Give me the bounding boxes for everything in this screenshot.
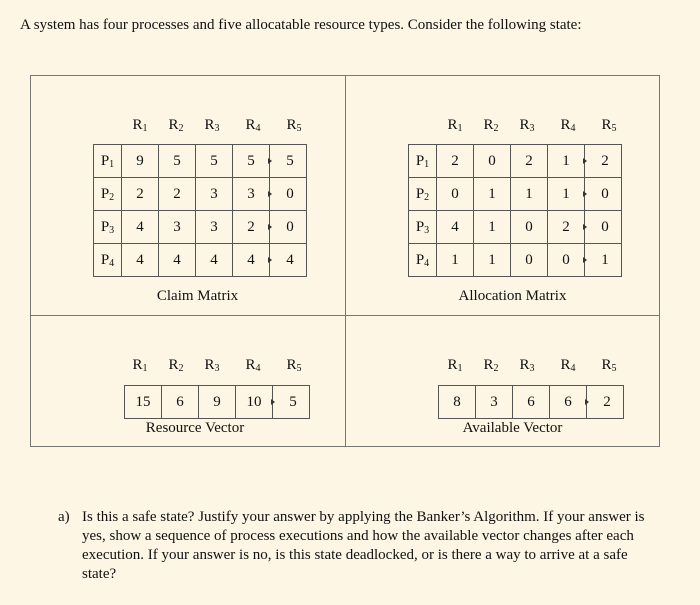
claim-process-p4-letter: P bbox=[100, 251, 110, 268]
resource-vector-cell bbox=[199, 386, 236, 419]
allocation-cell bbox=[548, 145, 585, 178]
claim-cell bbox=[196, 178, 233, 211]
claim-value: 5 bbox=[247, 152, 255, 169]
resource-vector-header-r4-subscript: 4 bbox=[255, 363, 261, 374]
available-vector-header-r4-letter: R bbox=[560, 357, 571, 373]
claim-header-r1 bbox=[125, 117, 155, 134]
allocation-value: 1 bbox=[601, 251, 609, 268]
allocation-process-p1-subscript: 1 bbox=[424, 158, 430, 170]
claim-value: 5 bbox=[210, 152, 218, 169]
claim-row-p2 bbox=[94, 178, 307, 211]
cell-marker-icon bbox=[583, 257, 587, 263]
question-label: a) bbox=[58, 509, 70, 525]
allocation-process-label-p2 bbox=[409, 178, 437, 211]
figure-vertical-divider bbox=[345, 75, 346, 447]
resource-vector-row bbox=[125, 386, 310, 419]
resource-vector-cell bbox=[162, 386, 199, 419]
allocation-row-p2 bbox=[409, 178, 622, 211]
allocation-process-p4-subscript: 4 bbox=[424, 257, 430, 269]
allocation-header-r1-subscript: 1 bbox=[457, 123, 463, 134]
cell-marker-icon bbox=[583, 191, 587, 197]
claim-process-p1-letter: P bbox=[100, 152, 110, 169]
cell-marker-icon bbox=[585, 399, 589, 405]
resource-vector-header-r5 bbox=[279, 357, 309, 374]
available-vector-header-r5-subscript: 5 bbox=[611, 363, 617, 374]
claim-header-r5 bbox=[279, 117, 309, 134]
allocation-cell bbox=[437, 145, 474, 178]
allocation-cell bbox=[474, 244, 511, 277]
allocation-cell bbox=[511, 211, 548, 244]
claim-process-p3-letter: P bbox=[100, 218, 110, 235]
available-vector-header-r5 bbox=[594, 357, 624, 374]
resource-vector-cell bbox=[125, 386, 162, 419]
allocation-process-label-p4 bbox=[409, 244, 437, 277]
allocation-cell bbox=[511, 145, 548, 178]
resource-vector-header-r3-letter: R bbox=[204, 357, 215, 373]
resource-vector-header-r3-subscript: 3 bbox=[214, 363, 220, 374]
allocation-value: 0 bbox=[525, 218, 533, 235]
available-vector-header-r3 bbox=[512, 357, 542, 374]
claim-cell bbox=[233, 178, 270, 211]
claim-process-label-p4 bbox=[94, 244, 122, 277]
claim-row-p3 bbox=[94, 211, 307, 244]
available-vector-header-r4-subscript: 4 bbox=[570, 363, 576, 374]
allocation-value: 2 bbox=[525, 152, 533, 169]
cell-marker-icon bbox=[271, 399, 275, 405]
claim-process-p4-subscript: 4 bbox=[109, 257, 115, 269]
allocation-matrix-caption: Allocation Matrix bbox=[458, 288, 567, 304]
resource-vector-header-r5-letter: R bbox=[286, 357, 297, 373]
available-vector-header-r1-letter: R bbox=[447, 357, 458, 373]
claim-matrix-caption: Claim Matrix bbox=[156, 288, 239, 304]
allocation-value: 0 bbox=[601, 218, 609, 235]
resource-vector-value: 10 bbox=[246, 393, 262, 410]
resource-vector-header-r2-letter: R bbox=[168, 357, 179, 373]
allocation-header-r4-subscript: 4 bbox=[570, 123, 576, 134]
resource-vector-caption: Resource Vector bbox=[145, 420, 245, 436]
allocation-header-r1-letter: R bbox=[447, 117, 458, 133]
resource-vector-value: 9 bbox=[213, 393, 221, 410]
allocation-cell bbox=[548, 178, 585, 211]
claim-value: 2 bbox=[173, 185, 181, 202]
claim-cell bbox=[233, 211, 270, 244]
claim-header-r1-letter: R bbox=[132, 117, 143, 133]
allocation-row-p1 bbox=[409, 145, 622, 178]
claim-process-p1-subscript: 1 bbox=[109, 158, 115, 170]
available-vector-header-r4 bbox=[553, 357, 583, 374]
allocation-header-r4 bbox=[553, 117, 583, 134]
allocation-cell bbox=[474, 178, 511, 211]
claim-header-r4 bbox=[238, 117, 268, 134]
claim-process-label-p3 bbox=[94, 211, 122, 244]
claim-header-r5-letter: R bbox=[286, 117, 297, 133]
cell-marker-icon bbox=[268, 257, 272, 263]
claim-header-r2-letter: R bbox=[168, 117, 179, 133]
allocation-cell bbox=[474, 211, 511, 244]
allocation-value: 0 bbox=[451, 185, 459, 202]
cell-marker-icon bbox=[268, 224, 272, 230]
claim-cell bbox=[196, 145, 233, 178]
cell-marker-icon bbox=[268, 191, 272, 197]
available-vector-caption: Available Vector bbox=[462, 420, 563, 436]
available-vector-value: 6 bbox=[527, 393, 535, 410]
claim-process-p2-subscript: 2 bbox=[109, 191, 115, 203]
allocation-process-label-p3 bbox=[409, 211, 437, 244]
claim-row-p1 bbox=[94, 145, 307, 178]
allocation-value: 1 bbox=[488, 251, 496, 268]
allocation-value: 1 bbox=[562, 185, 570, 202]
claim-process-label-p1 bbox=[94, 145, 122, 178]
allocation-value: 1 bbox=[525, 185, 533, 202]
available-vector-cell bbox=[513, 386, 550, 419]
allocation-value: 1 bbox=[488, 218, 496, 235]
allocation-cell bbox=[437, 211, 474, 244]
allocation-header-r2-letter: R bbox=[483, 117, 494, 133]
claim-value: 9 bbox=[136, 152, 144, 169]
allocation-cell bbox=[585, 244, 622, 277]
resource-vector-cell bbox=[236, 386, 273, 419]
allocation-value: 0 bbox=[562, 251, 570, 268]
resource-vector-header-r4-letter: R bbox=[245, 357, 256, 373]
claim-value: 4 bbox=[210, 251, 218, 268]
claim-value: 4 bbox=[136, 218, 144, 235]
claim-header-r3 bbox=[197, 117, 227, 134]
resource-vector-value: 5 bbox=[289, 393, 297, 410]
resource-vector-header-r2 bbox=[161, 357, 191, 374]
claim-header-r3-letter: R bbox=[204, 117, 215, 133]
claim-cell bbox=[122, 211, 159, 244]
allocation-cell bbox=[548, 211, 585, 244]
allocation-cell bbox=[548, 244, 585, 277]
allocation-header-r1 bbox=[440, 117, 470, 134]
resource-vector-value: 15 bbox=[135, 393, 151, 410]
resource-vector-value: 6 bbox=[176, 393, 184, 410]
available-vector-value: 3 bbox=[490, 393, 498, 410]
allocation-value: 0 bbox=[525, 251, 533, 268]
claim-value: 3 bbox=[247, 185, 255, 202]
allocation-matrix-table bbox=[408, 144, 622, 277]
claim-header-r5-subscript: 5 bbox=[296, 123, 302, 134]
claim-cell bbox=[122, 244, 159, 277]
available-vector-header-r2-letter: R bbox=[483, 357, 494, 373]
available-vector-header-r2 bbox=[476, 357, 506, 374]
allocation-header-r3-subscript: 3 bbox=[529, 123, 535, 134]
claim-header-r2 bbox=[161, 117, 191, 134]
available-vector-table bbox=[438, 385, 624, 419]
allocation-process-p3-subscript: 3 bbox=[424, 224, 430, 236]
available-vector-cell bbox=[550, 386, 587, 419]
available-vector-header-r2-subscript: 2 bbox=[493, 363, 499, 374]
claim-cell bbox=[270, 211, 307, 244]
claim-value: 3 bbox=[210, 185, 218, 202]
claim-cell bbox=[122, 178, 159, 211]
allocation-process-p2-subscript: 2 bbox=[424, 191, 430, 203]
allocation-process-label-p1 bbox=[409, 145, 437, 178]
allocation-process-p3-letter: P bbox=[415, 218, 425, 235]
available-vector-header-r3-letter: R bbox=[519, 357, 530, 373]
available-vector-header-r1 bbox=[440, 357, 470, 374]
claim-header-r3-subscript: 3 bbox=[214, 123, 220, 134]
allocation-cell bbox=[437, 244, 474, 277]
intro-text: A system has four processes and five allocatable resource types. Consider the following state: bbox=[20, 17, 582, 33]
claim-cell bbox=[159, 211, 196, 244]
allocation-process-p2-letter: P bbox=[415, 185, 425, 202]
claim-cell bbox=[270, 244, 307, 277]
allocation-value: 0 bbox=[601, 185, 609, 202]
available-vector-value: 6 bbox=[564, 393, 572, 410]
available-vector-row bbox=[439, 386, 624, 419]
claim-cell bbox=[159, 145, 196, 178]
question-text: Is this a safe state? Justify your answer by applying the Banker’s Algorithm. If your answer is yes, show a sequence of process executions and how the available vector changes after each execution. If your answer is no, is this state deadlocked, or is there a way to arrive at a safe state? bbox=[82, 509, 645, 582]
allocation-value: 0 bbox=[488, 152, 496, 169]
allocation-header-r2-subscript: 2 bbox=[493, 123, 499, 134]
allocation-header-r5 bbox=[594, 117, 624, 134]
allocation-value: 2 bbox=[601, 152, 609, 169]
claim-value: 4 bbox=[173, 251, 181, 268]
claim-process-p2-letter: P bbox=[100, 185, 110, 202]
allocation-process-p4-letter: P bbox=[415, 251, 425, 268]
allocation-value: 4 bbox=[451, 218, 459, 235]
allocation-cell bbox=[474, 145, 511, 178]
claim-cell bbox=[233, 145, 270, 178]
resource-vector-header-r1-subscript: 1 bbox=[142, 363, 148, 374]
claim-value: 4 bbox=[136, 251, 144, 268]
claim-cell bbox=[196, 244, 233, 277]
allocation-value: 2 bbox=[451, 152, 459, 169]
claim-value: 4 bbox=[286, 251, 294, 268]
claim-cell bbox=[159, 244, 196, 277]
claim-header-r4-subscript: 4 bbox=[255, 123, 261, 134]
resource-vector-cell bbox=[273, 386, 310, 419]
available-vector-header-r3-subscript: 3 bbox=[529, 363, 535, 374]
allocation-process-p1-letter: P bbox=[415, 152, 425, 169]
available-vector-header-r5-letter: R bbox=[601, 357, 612, 373]
claim-header-r1-subscript: 1 bbox=[142, 123, 148, 134]
allocation-header-r3-letter: R bbox=[519, 117, 530, 133]
claim-value: 5 bbox=[173, 152, 181, 169]
allocation-header-r3 bbox=[512, 117, 542, 134]
claim-cell bbox=[233, 244, 270, 277]
allocation-value: 1 bbox=[451, 251, 459, 268]
resource-vector-header-r4 bbox=[238, 357, 268, 374]
claim-cell bbox=[196, 211, 233, 244]
allocation-cell bbox=[511, 178, 548, 211]
allocation-cell bbox=[585, 178, 622, 211]
claim-value: 3 bbox=[173, 218, 181, 235]
claim-value: 0 bbox=[286, 185, 294, 202]
claim-header-r2-subscript: 2 bbox=[178, 123, 184, 134]
claim-cell bbox=[270, 145, 307, 178]
cell-marker-icon bbox=[583, 158, 587, 164]
claim-value: 3 bbox=[210, 218, 218, 235]
resource-vector-header-r3 bbox=[197, 357, 227, 374]
allocation-cell bbox=[585, 211, 622, 244]
claim-matrix-table bbox=[93, 144, 307, 277]
question-a bbox=[58, 508, 658, 584]
available-vector-value: 2 bbox=[603, 393, 611, 410]
allocation-value: 1 bbox=[562, 152, 570, 169]
claim-process-p3-subscript: 3 bbox=[109, 224, 115, 236]
resource-vector-header-r5-subscript: 5 bbox=[296, 363, 302, 374]
available-vector-cell bbox=[587, 386, 624, 419]
allocation-value: 2 bbox=[562, 218, 570, 235]
claim-row-p4 bbox=[94, 244, 307, 277]
resource-vector-header-r1 bbox=[125, 357, 155, 374]
resource-vector-header-r1-letter: R bbox=[132, 357, 143, 373]
allocation-row-p4 bbox=[409, 244, 622, 277]
claim-value: 2 bbox=[136, 185, 144, 202]
allocation-row-p3 bbox=[409, 211, 622, 244]
allocation-cell bbox=[437, 178, 474, 211]
claim-cell bbox=[159, 178, 196, 211]
allocation-header-r2 bbox=[476, 117, 506, 134]
available-vector-cell bbox=[439, 386, 476, 419]
allocation-header-r5-subscript: 5 bbox=[611, 123, 617, 134]
available-vector-header-r1-subscript: 1 bbox=[457, 363, 463, 374]
allocation-header-r4-letter: R bbox=[560, 117, 571, 133]
allocation-value: 1 bbox=[488, 185, 496, 202]
claim-cell bbox=[122, 145, 159, 178]
claim-process-label-p2 bbox=[94, 178, 122, 211]
cell-marker-icon bbox=[268, 158, 272, 164]
cell-marker-icon bbox=[583, 224, 587, 230]
claim-cell bbox=[270, 178, 307, 211]
available-vector-cell bbox=[476, 386, 513, 419]
allocation-cell bbox=[511, 244, 548, 277]
allocation-cell bbox=[585, 145, 622, 178]
resource-vector-header-r2-subscript: 2 bbox=[178, 363, 184, 374]
available-vector-value: 8 bbox=[453, 393, 461, 410]
allocation-header-r5-letter: R bbox=[601, 117, 612, 133]
claim-value: 5 bbox=[286, 152, 294, 169]
claim-value: 4 bbox=[247, 251, 255, 268]
resource-vector-table bbox=[124, 385, 310, 419]
claim-value: 2 bbox=[247, 218, 255, 235]
claim-header-r4-letter: R bbox=[245, 117, 256, 133]
claim-value: 0 bbox=[286, 218, 294, 235]
